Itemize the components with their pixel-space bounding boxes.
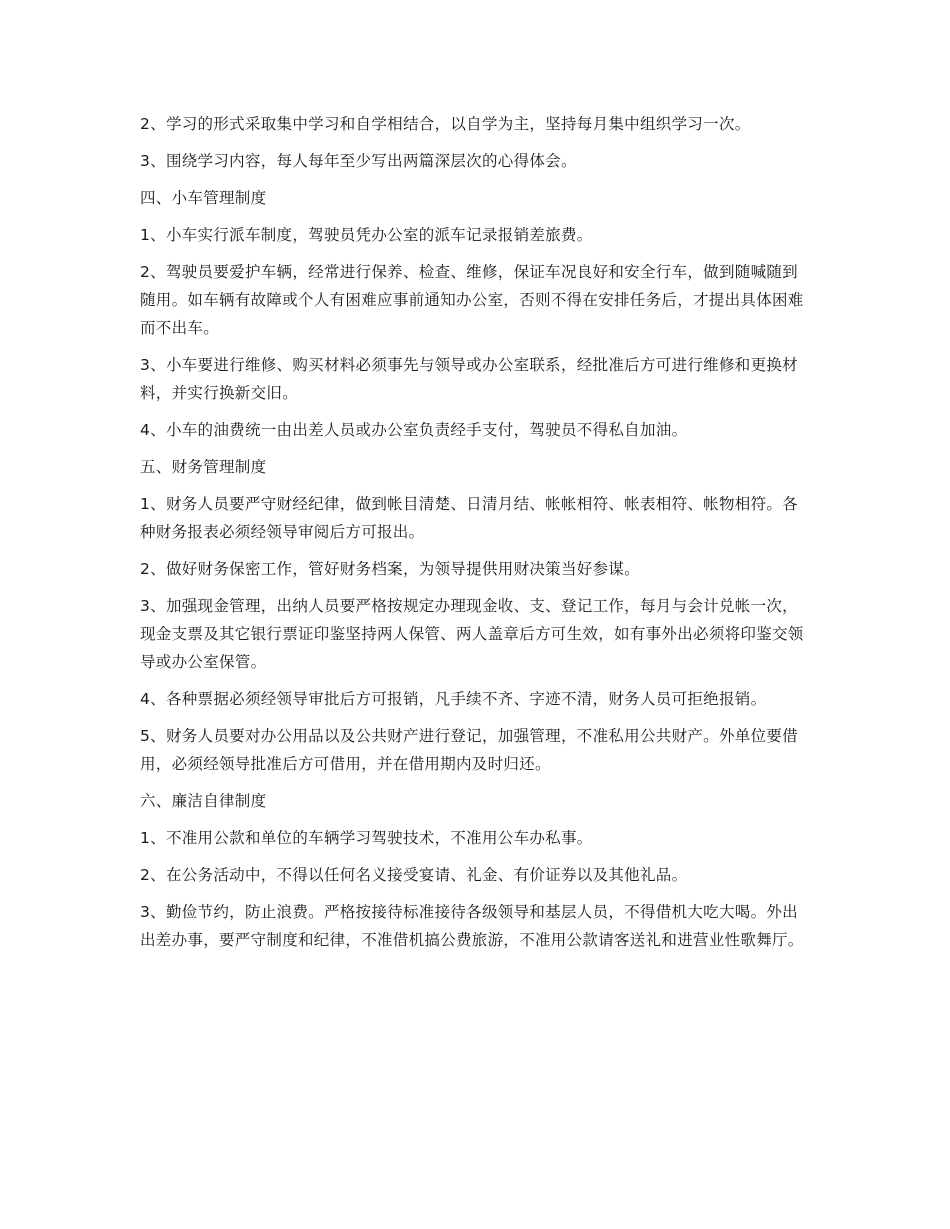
paragraph-vehicle-repair: 3、小车要进行维修、购买材料必须事先与领导或办公室联系，经批准后方可进行维修和更换材料，并实行换新交旧。 xyxy=(140,356,798,402)
paragraph-finance-assets: 5、财务人员要对办公用品以及公共财产进行登记，加强管理，不准私用公共财产。外单位要借用，必须经领导批准后方可借用，并在借用期内及时归还。 xyxy=(140,727,798,773)
section-heading-integrity: 六、廉洁自律制度 xyxy=(140,792,267,810)
paragraph-integrity-vehicle: 1、不准用公款和单位的车辆学习驾驶技术，不准用公车办私事。 xyxy=(140,829,593,847)
paragraph-finance-receipts: 4、各种票据必须经领导审批后方可报销，凡手续不齐、字迹不清，财务人员可拒绝报销。 xyxy=(140,690,767,708)
section-heading-finance: 五、财务管理制度 xyxy=(140,458,267,476)
paragraph-finance-confidential: 2、做好财务保密工作，管好财务档案，为领导提供用财决策当好参谋。 xyxy=(140,560,640,578)
section-heading-vehicle: 四、小车管理制度 xyxy=(140,189,267,207)
paragraph-study-format: 2、学习的形式采取集中学习和自学相结合，以自学为主，坚持每月集中组织学习一次。 xyxy=(140,115,751,133)
paragraph-integrity-frugality: 3、勤俭节约，防止浪费。严格按接待标准接待各级领导和基层人员，不得借机大吃大喝。外出出差办事，要严守制度和纪律，不准借机搞公费旅游，不准用公款请客送礼和进营业性歌舞厅。 xyxy=(140,903,804,949)
paragraph-finance-discipline: 1、财务人员要严守财经纪律，做到帐目清楚、日清月结、帐帐相符、帐表相符、帐物相符。各种财务报表必须经领导审阅后方可报出。 xyxy=(140,495,798,541)
paragraph-vehicle-fuel: 4、小车的油费统一由出差人员或办公室负责经手支付，驾驶员不得私自加油。 xyxy=(140,421,688,439)
paragraph-vehicle-care: 2、驾驶员要爱护车辆，经常进行保养、检查、维修，保证车况良好和安全行车，做到随喊随到随用。如车辆有故障或个人有困难应事前通知办公室，否则不得在安排任务后，才提出具体困难而不出车。 xyxy=(140,263,804,337)
paragraph-vehicle-dispatch: 1、小车实行派车制度，驾驶员凭办公室的派车记录报销差旅费。 xyxy=(140,226,593,244)
paragraph-integrity-gifts: 2、在公务活动中，不得以任何名义接受宴请、礼金、有价证券以及其他礼品。 xyxy=(140,866,688,884)
paragraph-finance-cash: 3、加强现金管理，出纳人员要严格按规定办理现金收、支、登记工作，每月与会计兑帐一次，现金支票及其它银行票证印鉴坚持两人保管、两人盖章后方可生效，如有事外出必须将印鉴交领导或办公室保管。 xyxy=(140,597,804,671)
paragraph-study-reflection: 3、围绕学习内容，每人每年至少写出两篇深层次的心得体会。 xyxy=(140,152,577,170)
document-body xyxy=(140,110,812,963)
